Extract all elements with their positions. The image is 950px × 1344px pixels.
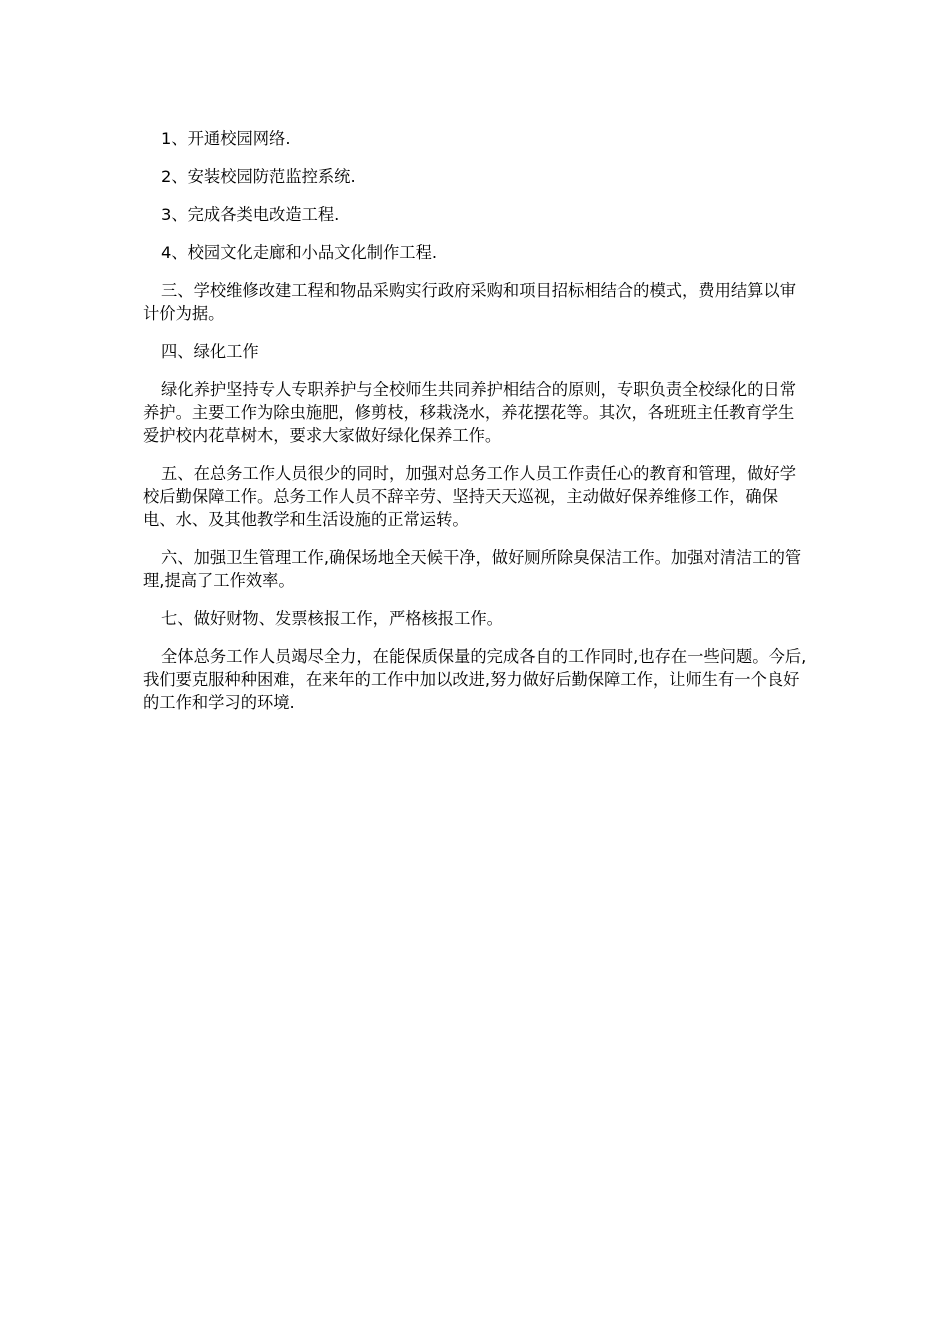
section-heading-greening: 四、绿化工作: [161, 342, 259, 361]
paragraph-sanitation: 六、加强卫生管理工作,确保场地全天候干净，做好厕所除臭保洁工作。加强对清洁工的管理,提高了工作效率。: [143, 548, 802, 590]
paragraph-conclusion: 全体总务工作人员竭尽全力，在能保质保量的完成各自的工作同时,也存在一些问题。今后,我们要克服种种困难，在来年的工作中加以改进,努力做好后勤保障工作，让师生有一个良好的工作和学习的环境.: [143, 647, 807, 712]
list-item-culture-corridor: 4、校园文化走廊和小品文化制作工程.: [161, 243, 438, 262]
list-item-electrical: 3、完成各类电改造工程.: [161, 205, 340, 224]
paragraph-procurement: 三、学校维修改建工程和物品采购实行政府采购和项目招标相结合的模式，费用结算以审计价为据。: [143, 281, 796, 323]
document-body: [143, 127, 807, 729]
list-item-monitoring: 2、安装校园防范监控系统.: [161, 167, 356, 186]
paragraph-greening: 绿化养护坚持专人专职养护与全校师生共同养护相结合的原则，专职负责全校绿化的日常养护。主要工作为除虫施肥，修剪枝，移栽浇水，养花摆花等。其次，各班班主任教育学生爱护校内花草树木，要求大家做好绿化保养工作。: [143, 380, 796, 445]
paragraph-finance: 七、做好财物、发票核报工作，严格核报工作。: [161, 609, 503, 628]
list-item-network: 1、开通校园网络.: [161, 129, 291, 148]
paragraph-general-affairs: 五、在总务工作人员很少的同时，加强对总务工作人员工作责任心的教育和管理，做好学校后勤保障工作。总务工作人员不辞辛劳、坚持天天巡视，主动做好保养维修工作，确保电、水、及其他教学和生活设施的正常运转。: [143, 464, 796, 529]
